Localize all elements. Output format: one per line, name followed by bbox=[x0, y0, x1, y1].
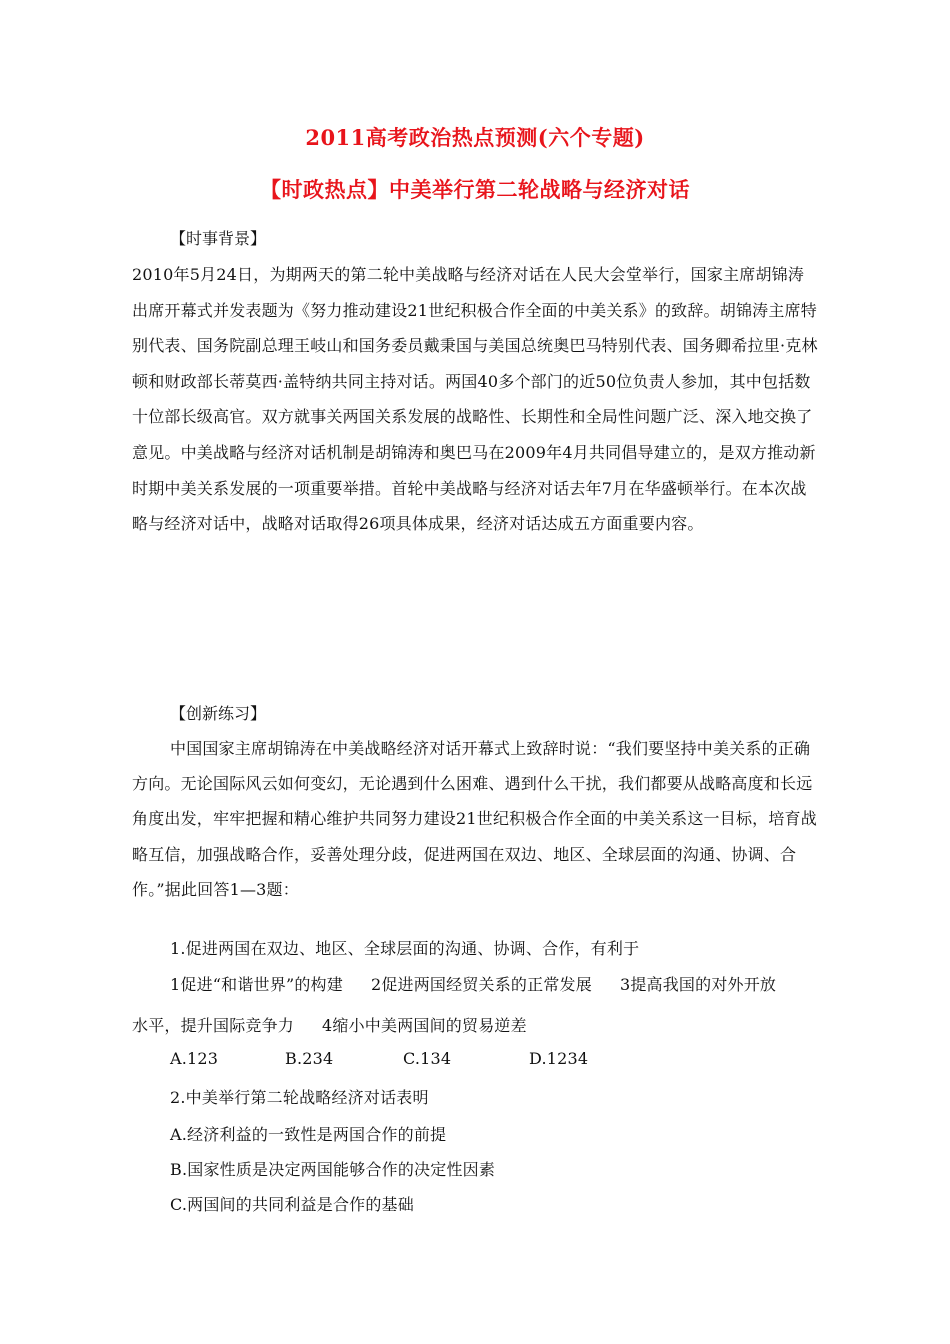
exercise-section-label: 【创新练习】 bbox=[170, 704, 267, 723]
question-1-choice-c: C.134 bbox=[403, 1049, 452, 1068]
question-1-items bbox=[170, 972, 776, 995]
page-subtitle: 【时政热点】中美举行第二轮战略与经济对话 bbox=[260, 177, 690, 202]
question-1-choice-d: D.1234 bbox=[529, 1049, 589, 1068]
question-2-option-b: B.国家性质是决定两国能够合作的决定性因素 bbox=[170, 1160, 496, 1179]
background-section-label: 【时事背景】 bbox=[170, 229, 267, 248]
question-1-item-1: 1促进“和谐世界”的构建 bbox=[170, 975, 343, 994]
background-paragraph: 2010年5月24日，为期两天的第二轮中美战略与经济对话在人民大会堂举行，国家主席胡锦涛出席开幕式并发表题为《努力推动建设21世纪积极合作全面的中美关系》的致辞。胡锦涛主席特别代表、国务院副总理王岐山和国务委员戴秉国与美国总统奥巴马特别代表、国务卿希拉里·克林顿和财政部长蒂莫西·盖特纳共同主持对话。两国40多个部门的近50位负责人参加，其中包括数十位部长级高官。双方就事关两国关系发展的战略性、长期性和全局性问题广泛、深入地交换了意见。中美战略与经济对话机制是胡锦涛和奥巴马在2009年4月共同倡导建立的，是双方推动新时期中美关系发展的一项重要举措。首轮中美战略与经济对话去年7月在华盛顿举行。在本次战略与经济对话中，战略对话取得26项具体成果，经济对话达成五方面重要内容。 bbox=[132, 265, 818, 534]
exercise-intro-paragraph: 中国国家主席胡锦涛在中美战略经济对话开幕式上致辞时说：“我们要坚持中美关系的正确方向。无论国际风云如何变幻，无论遇到什么困难、遇到什么干扰，我们都要从战略高度和长远角度出发，牢牢把握和精心维护共同努力建设21世纪积极合作全面的中美关系这一目标，培育战略互信，加强战略合作，妥善处理分歧，促进两国在双边、地区、全球层面的沟通、协调、合作。”据此回答1—3题： bbox=[132, 739, 817, 899]
question-2-stem: 2.中美举行第二轮战略经济对话表明 bbox=[170, 1088, 429, 1107]
question-1-item-3: 3提高我国的对外开放 bbox=[619, 975, 777, 994]
question-2-option-a: A.经济利益的一致性是两国合作的前提 bbox=[170, 1125, 447, 1144]
question-1-choice-b: B.234 bbox=[285, 1049, 334, 1068]
question-1-items-continued bbox=[132, 1013, 527, 1036]
page-title: 2011高考政治热点预测(六个专题) bbox=[305, 125, 645, 150]
question-1-stem: 1.促进两国在双边、地区、全球层面的沟通、协调、合作，有利于 bbox=[170, 939, 640, 958]
question-1-choice-a: A.123 bbox=[170, 1049, 219, 1068]
question-1-item-4: 4缩小中美两国间的贸易逆差 bbox=[322, 1016, 527, 1035]
question-1-item-2: 2促进两国经贸关系的正常发展 bbox=[370, 975, 592, 994]
question-2-option-c: C.两国间的共同利益是合作的基础 bbox=[170, 1195, 414, 1214]
question-1-item-3-continued: 水平，提升国际竞争力 bbox=[132, 1016, 295, 1035]
